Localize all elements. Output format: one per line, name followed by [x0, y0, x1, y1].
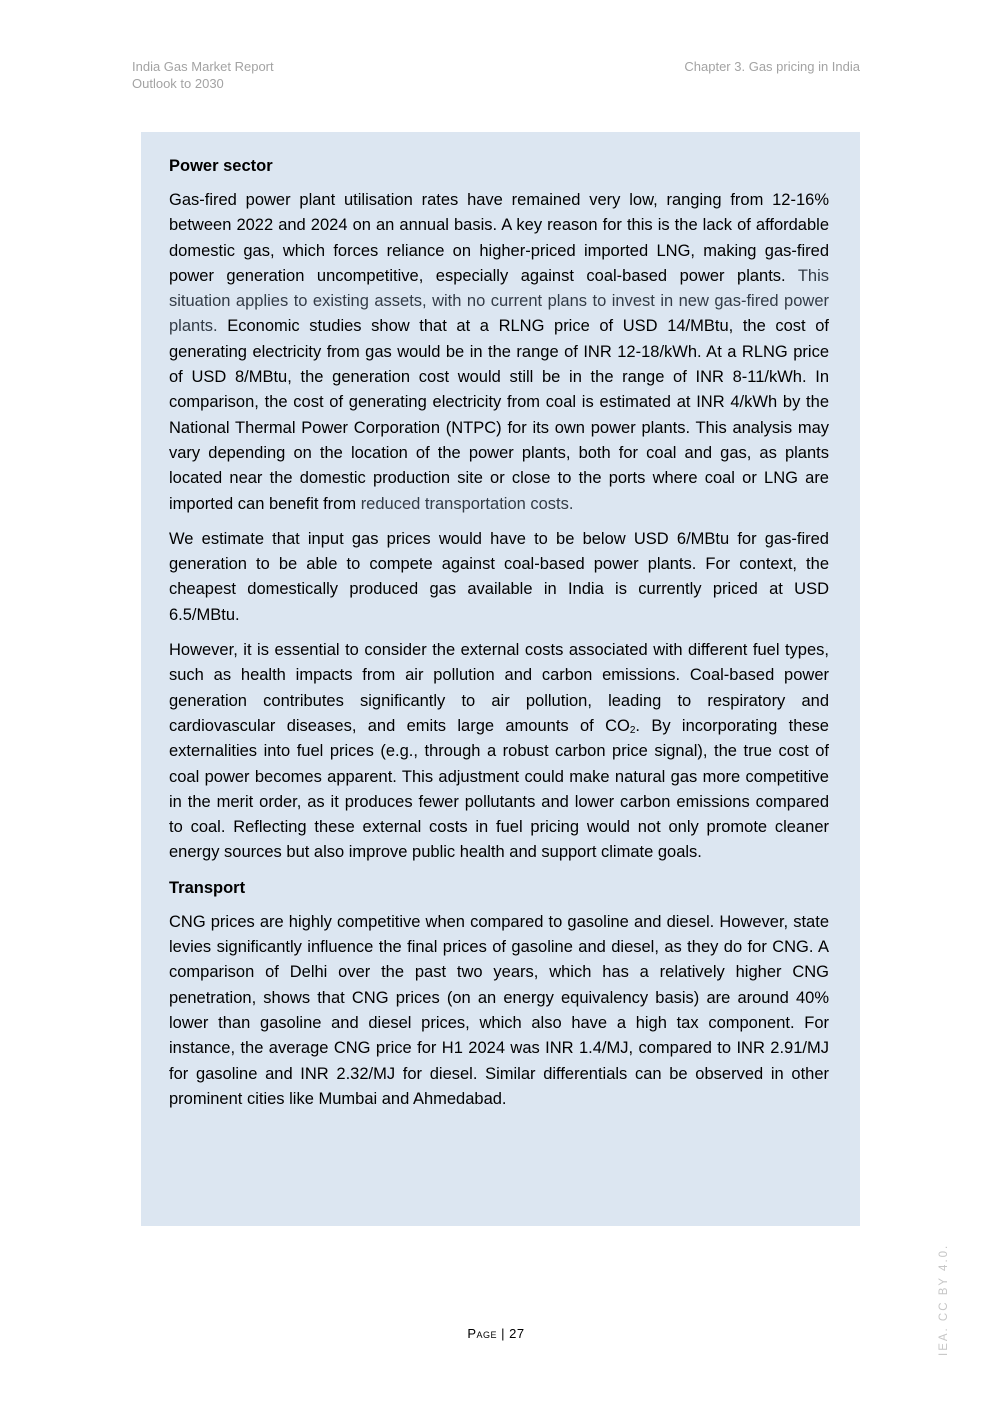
- power-p3-text-a: However, it is essential to consider the external costs associated with different fuel types, such as health impacts from air pollution and carbon emissions. Coal-based power generation contributes significantly to air pollution, leading to respiratory and cardiovascular diseases, and emits large amounts of CO: [169, 641, 829, 735]
- report-subtitle: Outlook to 2030: [132, 76, 224, 91]
- page-number-value: 27: [509, 1326, 525, 1341]
- power-paragraph-1: [169, 188, 829, 517]
- power-p1-text-d: reduced transportation costs.: [360, 494, 574, 513]
- power-p1-text-a: Gas-fired power plant utilisation rates have remained very low, ranging from 12-16% between 2022 and 2024 on an annual basis. A key reason for this is the lack of affordable domestic gas, which forces reliance on higher-priced imported LNG, making gas-fired power generation uncompetitive, especially against coal-based power plants.: [169, 191, 829, 285]
- power-paragraph-2: We estimate that input gas prices would have to be below USD 6/MBtu for gas-fired generation to be able to compete against coal-based power plants. For context, the cheapest domestically produced gas available in India is currently priced at USD 6.5/MBtu.: [169, 529, 829, 624]
- report-title: India Gas Market Report: [132, 59, 274, 74]
- power-p1-text-c: Economic studies show that at a RLNG price of USD 14/MBtu, the cost of generating electricity from gas would be in the range of INR 12-18/kWh. At a RLNG price of USD 8/MBtu, the generation cost would still be in the range of INR 8-11/kWh. In comparison, the cost of generating electricity from coal is estimated at INR 4/kWh by the National Thermal Power Corporation (NTPC) for its own power plants. This analysis may vary depending on the location of the power plants, both for coal and gas, as plants located near the domestic production site or close to the ports where coal or LNG are imported can benefit from: [169, 317, 829, 513]
- page-label: Page: [467, 1326, 498, 1341]
- power-p3-text-b: . By incorporating these externalities into fuel prices (e.g., through a robust carbon price signal), the true cost of coal power becomes apparent. This adjustment could make natural gas more competitive in the merit order, as it produces fewer pollutants and lower carbon emissions compared to coal. Reflecting these external costs in fuel pricing would not only promote cleaner energy sources but also improve public health and support climate goals.: [169, 716, 829, 862]
- running-header-right: [684, 58, 860, 75]
- chapter-title: Chapter 3. Gas pricing in India: [684, 59, 860, 74]
- co2-subscript: 2: [629, 724, 636, 736]
- power-paragraph-3: [169, 638, 829, 866]
- license-text: IEA. CC BY 4.0.: [938, 1243, 950, 1356]
- running-header-left: [132, 58, 274, 92]
- transport-heading: Transport: [169, 878, 246, 897]
- transport-paragraph-1: CNG prices are highly competitive when compared to gasoline and diesel. However, state levies significantly influence the final prices of gasoline and diesel, as they do for CNG. A comparison of Delhi over the past two years, which has a relatively higher CNG penetration, shows that CNG prices (on an energy equivalency basis) are around 40% lower than gasoline and diesel prices, which also have a high tax component. For instance, the average CNG price for H1 2024 was INR 1.4/MJ, compared to INR 2.91/MJ for gasoline and INR 2.32/MJ for diesel. Similar differentials can be observed in other prominent cities like Mumbai and Ahmedabad.: [169, 912, 829, 1108]
- power-p1-text-b: This situation applies to existing assets, with no current plans to invest in new gas-fired power plants.: [169, 266, 829, 336]
- power-sector-heading: Power sector: [169, 157, 273, 175]
- sector-pricing-box: [141, 132, 860, 1226]
- page-number: [0, 1326, 992, 1341]
- page-separator: |: [497, 1326, 510, 1341]
